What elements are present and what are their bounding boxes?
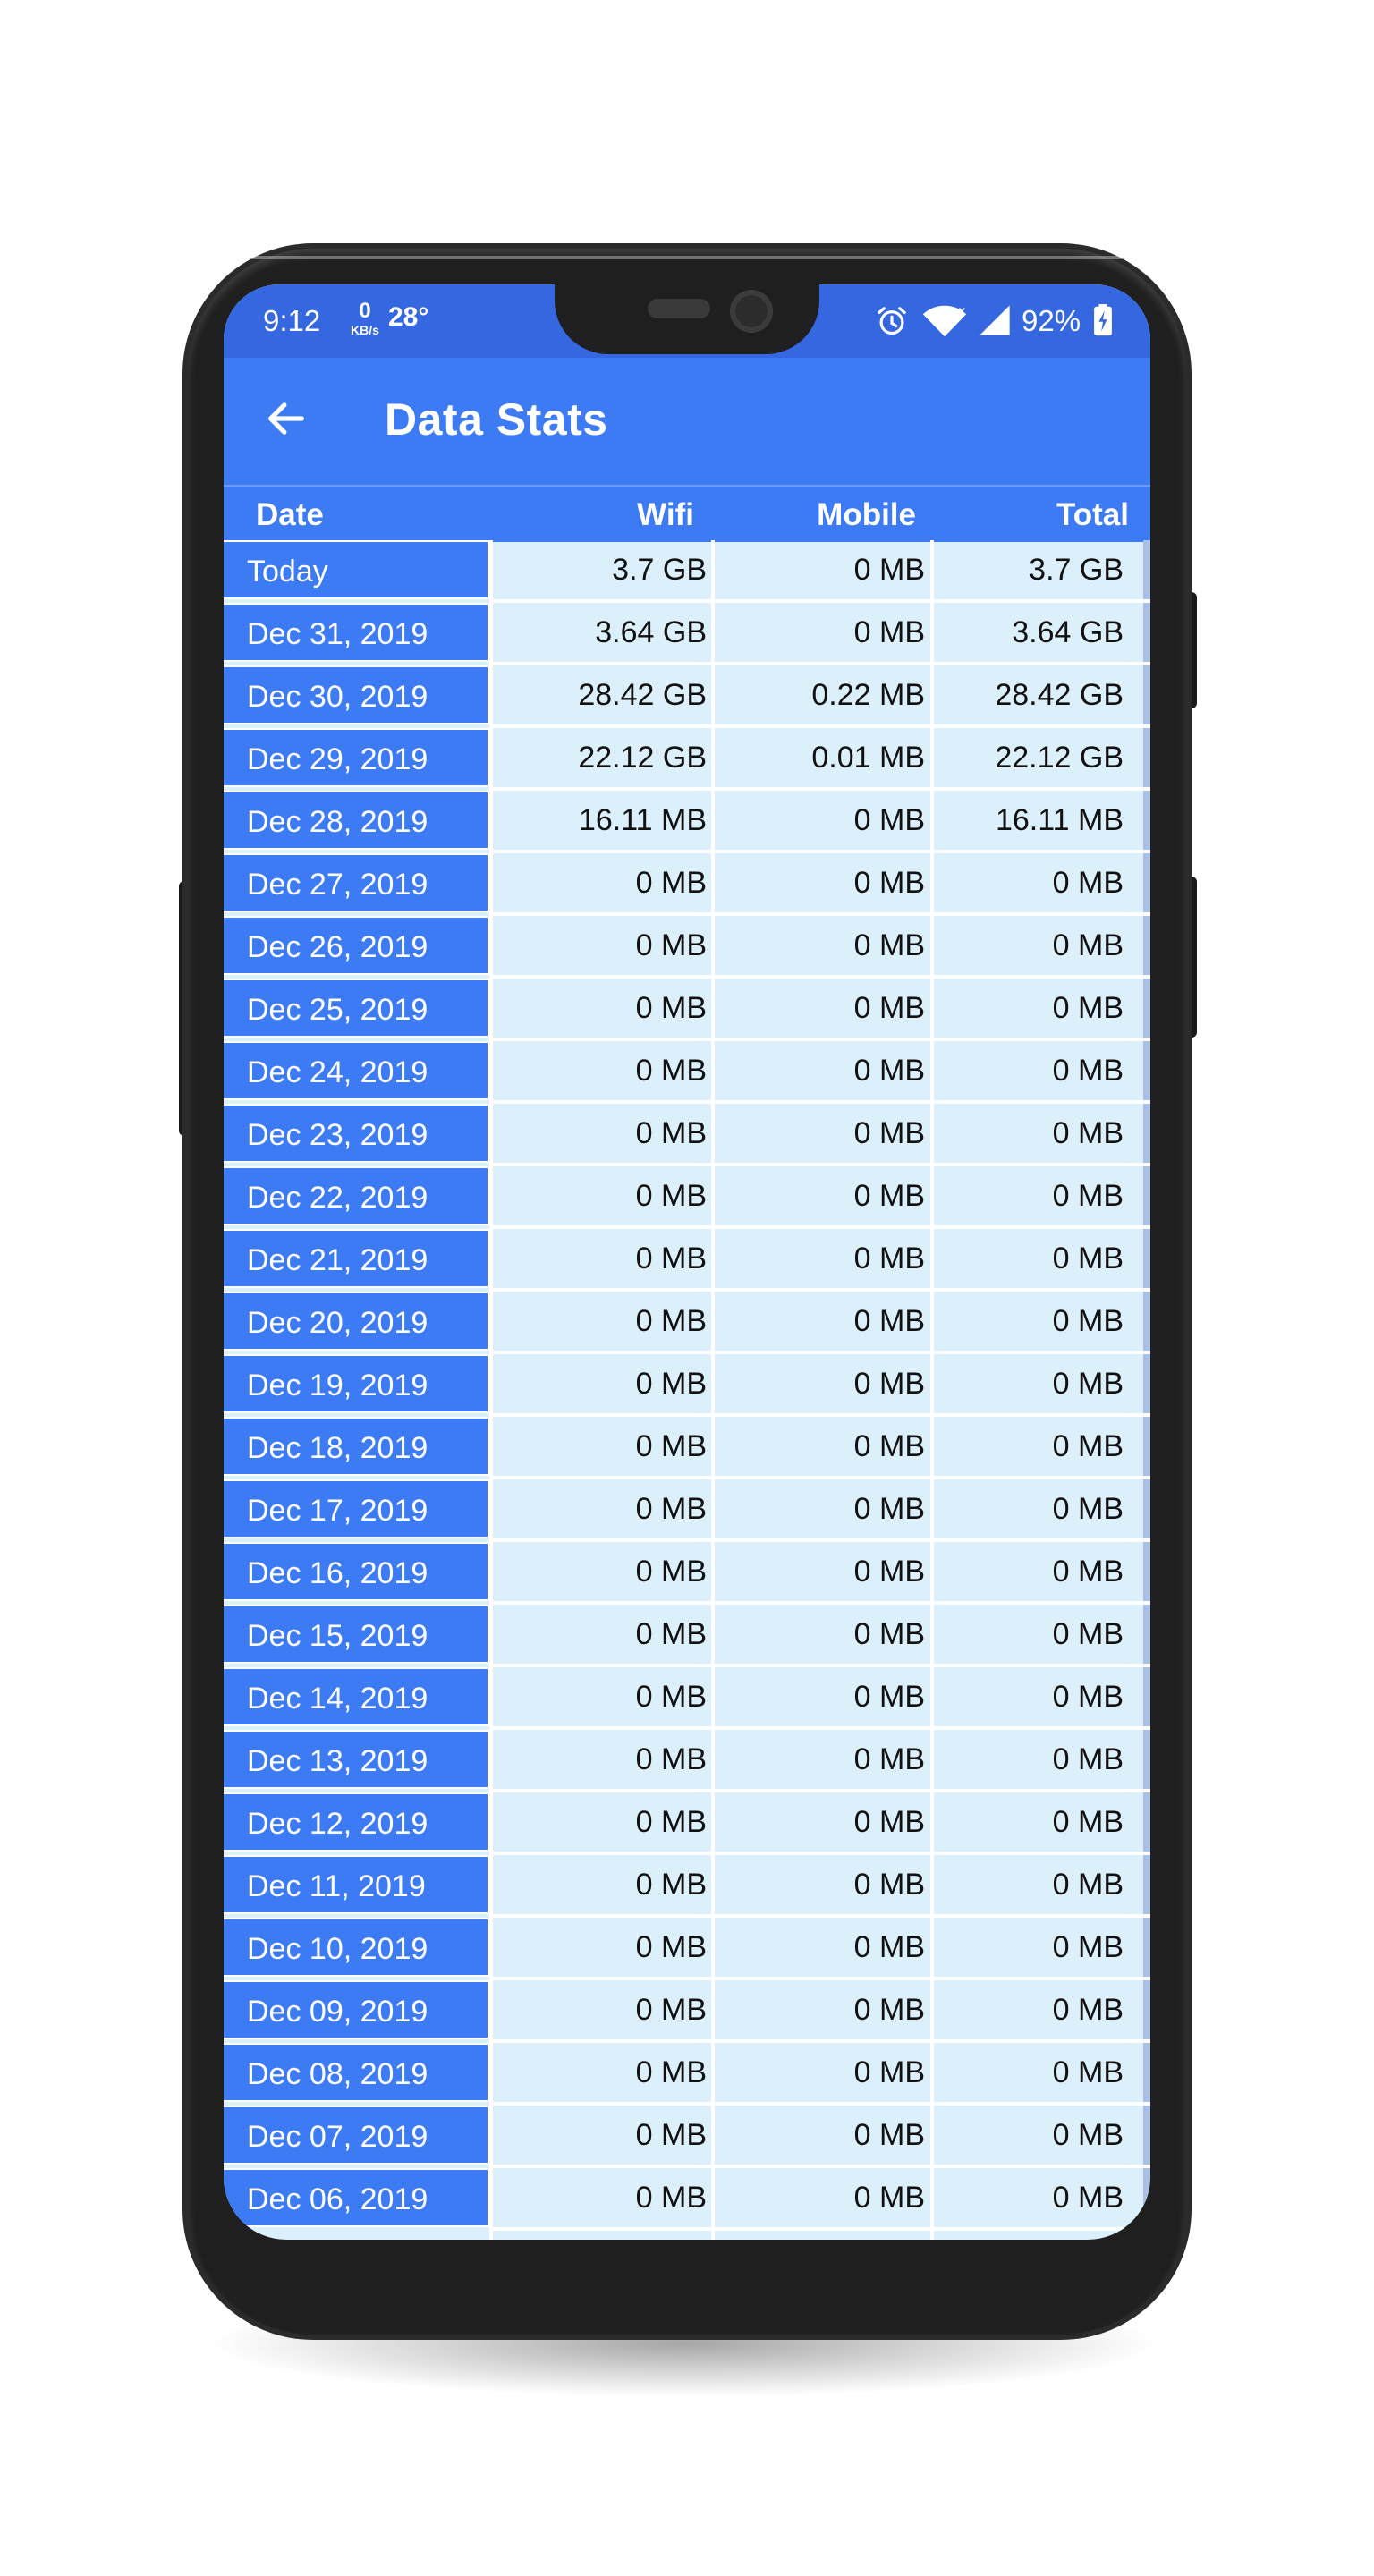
- table-row[interactable]: [224, 979, 1150, 1041]
- date-cell: Dec 15, 2019: [224, 1605, 489, 1664]
- wifi-cell: 0 MB: [635, 1868, 707, 1902]
- total-cell: 22.12 GB: [995, 741, 1124, 775]
- date-cell: Dec 23, 2019: [224, 1104, 489, 1163]
- date-cell: Dec 17, 2019: [224, 1479, 489, 1538]
- date-cell: Dec 10, 2019: [224, 1918, 489, 1977]
- date-cell: Dec 09, 2019: [224, 1980, 489, 2039]
- table-row[interactable]: [224, 1980, 1150, 2043]
- total-cell: 0 MB: [1052, 1304, 1124, 1338]
- total-cell: 0 MB: [1052, 1492, 1124, 1526]
- mobile-cell: 0 MB: [853, 2181, 925, 2215]
- mobile-cell: 0 MB: [853, 2118, 925, 2152]
- mobile-cell: 0 MB: [853, 1367, 925, 1401]
- mobile-cell: 0 MB: [853, 1993, 925, 2027]
- wifi-cell: 0 MB: [635, 1680, 707, 1714]
- total-cell: 0 MB: [1052, 1680, 1124, 1714]
- date-cell: Dec 30, 2019: [224, 665, 489, 724]
- wifi-cell: 3.64 GB: [595, 615, 707, 649]
- app-bar: [224, 358, 1150, 485]
- date-cell: Dec 27, 2019: [224, 853, 489, 912]
- mobile-cell: 0 MB: [853, 1805, 925, 1839]
- mobile-cell: 0 MB: [853, 991, 925, 1025]
- table-row[interactable]: [224, 2043, 1150, 2106]
- signal-icon: [975, 302, 1014, 338]
- table-row[interactable]: [224, 2168, 1150, 2231]
- mobile-cell: 0 MB: [853, 553, 925, 587]
- date-cell: Dec 18, 2019: [224, 1417, 489, 1476]
- total-cell: 0 MB: [1052, 928, 1124, 962]
- header-total: Total: [1056, 497, 1129, 532]
- table-row[interactable]: [224, 540, 1150, 603]
- table-row[interactable]: [224, 1041, 1150, 1104]
- date-cell: Dec 22, 2019: [224, 1166, 489, 1225]
- mobile-cell: 0 MB: [853, 1179, 925, 1213]
- total-cell: 0 MB: [1052, 1429, 1124, 1463]
- date-cell: Dec 26, 2019: [224, 916, 489, 975]
- wifi-cell: 0 MB: [635, 866, 707, 900]
- date-cell: Dec 06, 2019: [224, 2168, 489, 2227]
- wifi-cell: 0 MB: [635, 928, 707, 962]
- wifi-cell: 16.11 MB: [578, 803, 707, 837]
- total-cell: 0 MB: [1052, 1241, 1124, 1275]
- date-cell: Dec 21, 2019: [224, 1229, 489, 1288]
- table-row[interactable]: [224, 1229, 1150, 1292]
- wifi-cell: 0 MB: [635, 1304, 707, 1338]
- wifi-cell: 3.7 GB: [612, 553, 707, 587]
- header-wifi: Wifi: [637, 497, 694, 532]
- data-table[interactable]: [224, 540, 1150, 2231]
- total-cell: 0 MB: [1052, 1930, 1124, 1964]
- alert-slider: [1184, 592, 1197, 708]
- alarm-icon: [875, 304, 909, 338]
- table-row[interactable]: [224, 791, 1150, 853]
- total-cell: 28.42 GB: [995, 678, 1124, 712]
- wifi-cell: 0 MB: [635, 2055, 707, 2089]
- wifi-cell: 0 MB: [635, 991, 707, 1025]
- mobile-cell: 0 MB: [853, 1617, 925, 1651]
- date-cell: Dec 16, 2019: [224, 1542, 489, 1601]
- total-cell: 0 MB: [1052, 1555, 1124, 1589]
- total-cell: 16.11 MB: [995, 803, 1124, 837]
- date-cell: Dec 07, 2019: [224, 2106, 489, 2165]
- date-cell: Dec 24, 2019: [224, 1041, 489, 1100]
- battery-percent: 92%: [1022, 304, 1081, 337]
- date-cell: Dec 25, 2019: [224, 979, 489, 1038]
- total-cell: 0 MB: [1052, 991, 1124, 1025]
- arrow-left-icon[interactable]: [263, 395, 310, 442]
- wifi-cell: 0 MB: [635, 1241, 707, 1275]
- wifi-cell: 0 MB: [635, 1805, 707, 1839]
- wifi-cell: 0 MB: [635, 1492, 707, 1526]
- date-cell: Dec 13, 2019: [224, 1730, 489, 1789]
- total-cell: 0 MB: [1052, 1116, 1124, 1150]
- battery-charging-icon: [1093, 304, 1113, 336]
- table-row[interactable]: [224, 1354, 1150, 1417]
- date-cell: Today: [224, 540, 489, 599]
- date-cell: Dec 12, 2019: [224, 1792, 489, 1852]
- network-speed-value: 0: [359, 299, 371, 323]
- network-speed: [344, 301, 386, 336]
- table-row[interactable]: [224, 1730, 1150, 1792]
- wifi-cell: 0 MB: [635, 1054, 707, 1088]
- wifi-cell: 0 MB: [635, 2181, 707, 2215]
- date-cell: Dec 08, 2019: [224, 2043, 489, 2102]
- row-divider: [489, 2227, 1150, 2231]
- total-cell: 0 MB: [1052, 866, 1124, 900]
- mobile-cell: 0.01 MB: [811, 741, 925, 775]
- table-row[interactable]: [224, 603, 1150, 665]
- table-row[interactable]: [224, 728, 1150, 791]
- mobile-cell: 0 MB: [853, 1241, 925, 1275]
- table-row[interactable]: [224, 1104, 1150, 1166]
- wifi-cell: 0 MB: [635, 1179, 707, 1213]
- table-row[interactable]: [224, 916, 1150, 979]
- phone-screen: [224, 284, 1150, 2240]
- svg-text:x: x: [958, 304, 966, 318]
- mobile-cell: 0 MB: [853, 1429, 925, 1463]
- mobile-cell: 0.22 MB: [811, 678, 925, 712]
- mobile-cell: 0 MB: [853, 1555, 925, 1589]
- status-temperature: 28°: [388, 302, 429, 332]
- table-row[interactable]: [224, 1542, 1150, 1605]
- table-row[interactable]: [224, 1605, 1150, 1667]
- wifi-cell: 0 MB: [635, 1116, 707, 1150]
- table-row[interactable]: [224, 1855, 1150, 1918]
- total-cell: 0 MB: [1052, 1742, 1124, 1776]
- mobile-cell: 0 MB: [853, 1054, 925, 1088]
- date-cell: Dec 29, 2019: [224, 728, 489, 787]
- mobile-cell: 0 MB: [853, 2055, 925, 2089]
- mobile-cell: 0 MB: [853, 1680, 925, 1714]
- network-speed-unit: KB/s: [351, 323, 379, 337]
- wifi-cell: 0 MB: [635, 1742, 707, 1776]
- mobile-cell: 0 MB: [853, 1742, 925, 1776]
- table-row[interactable]: [224, 665, 1150, 728]
- total-cell: 3.64 GB: [1012, 615, 1124, 649]
- date-cell: Dec 14, 2019: [224, 1667, 489, 1726]
- total-cell: 0 MB: [1052, 2055, 1124, 2089]
- table-row[interactable]: [224, 1417, 1150, 1479]
- table-row[interactable]: [224, 1667, 1150, 1730]
- date-cell: Dec 11, 2019: [224, 1855, 489, 1914]
- mobile-cell: 0 MB: [853, 928, 925, 962]
- wifi-cell: 22.12 GB: [578, 741, 707, 775]
- table-row[interactable]: [224, 1292, 1150, 1354]
- date-cell: Dec 28, 2019: [224, 791, 489, 850]
- front-camera: [730, 290, 773, 333]
- mobile-cell: 0 MB: [853, 1304, 925, 1338]
- table-row[interactable]: [224, 853, 1150, 916]
- date-cell: Dec 20, 2019: [224, 1292, 489, 1351]
- total-cell: 0 MB: [1052, 2181, 1124, 2215]
- mobile-cell: 0 MB: [853, 1868, 925, 1902]
- status-time: 9:12: [263, 304, 321, 337]
- total-cell: 0 MB: [1052, 1868, 1124, 1902]
- table-row[interactable]: [224, 1166, 1150, 1229]
- table-row[interactable]: [224, 1918, 1150, 1980]
- table-header: [224, 485, 1150, 542]
- wifi-cell: 28.42 GB: [578, 678, 707, 712]
- total-cell: 0 MB: [1052, 1054, 1124, 1088]
- wifi-cell: 0 MB: [635, 1930, 707, 1964]
- wifi-cell: 0 MB: [635, 1993, 707, 2027]
- wifi-icon: [921, 304, 968, 338]
- total-cell: 0 MB: [1052, 1617, 1124, 1651]
- power-button: [1184, 877, 1197, 1038]
- camera-notch: [555, 284, 819, 354]
- page-title: Data Stats: [385, 394, 608, 445]
- total-cell: 0 MB: [1052, 1179, 1124, 1213]
- total-cell: 0 MB: [1052, 1805, 1124, 1839]
- total-cell: 0 MB: [1052, 1367, 1124, 1401]
- total-cell: 0 MB: [1052, 1993, 1124, 2027]
- mobile-cell: 0 MB: [853, 1930, 925, 1964]
- table-row[interactable]: [224, 1792, 1150, 1855]
- total-cell: 0 MB: [1052, 2118, 1124, 2152]
- status-bar: [224, 284, 1150, 358]
- mobile-cell: 0 MB: [853, 615, 925, 649]
- date-cell: Dec 19, 2019: [224, 1354, 489, 1413]
- table-row[interactable]: [224, 2106, 1150, 2168]
- header-mobile: Mobile: [817, 497, 916, 532]
- date-cell: Dec 31, 2019: [224, 603, 489, 662]
- wifi-cell: 0 MB: [635, 2118, 707, 2152]
- mobile-cell: 0 MB: [853, 803, 925, 837]
- wifi-cell: 0 MB: [635, 1367, 707, 1401]
- wifi-cell: 0 MB: [635, 1617, 707, 1651]
- table-row[interactable]: [224, 1479, 1150, 1542]
- header-date: Date: [256, 497, 324, 532]
- mobile-cell: 0 MB: [853, 1492, 925, 1526]
- earpiece-speaker: [648, 299, 710, 318]
- mobile-cell: 0 MB: [853, 1116, 925, 1150]
- mobile-cell: 0 MB: [853, 866, 925, 900]
- total-cell: 3.7 GB: [1029, 553, 1124, 587]
- wifi-cell: 0 MB: [635, 1429, 707, 1463]
- wifi-cell: 0 MB: [635, 1555, 707, 1589]
